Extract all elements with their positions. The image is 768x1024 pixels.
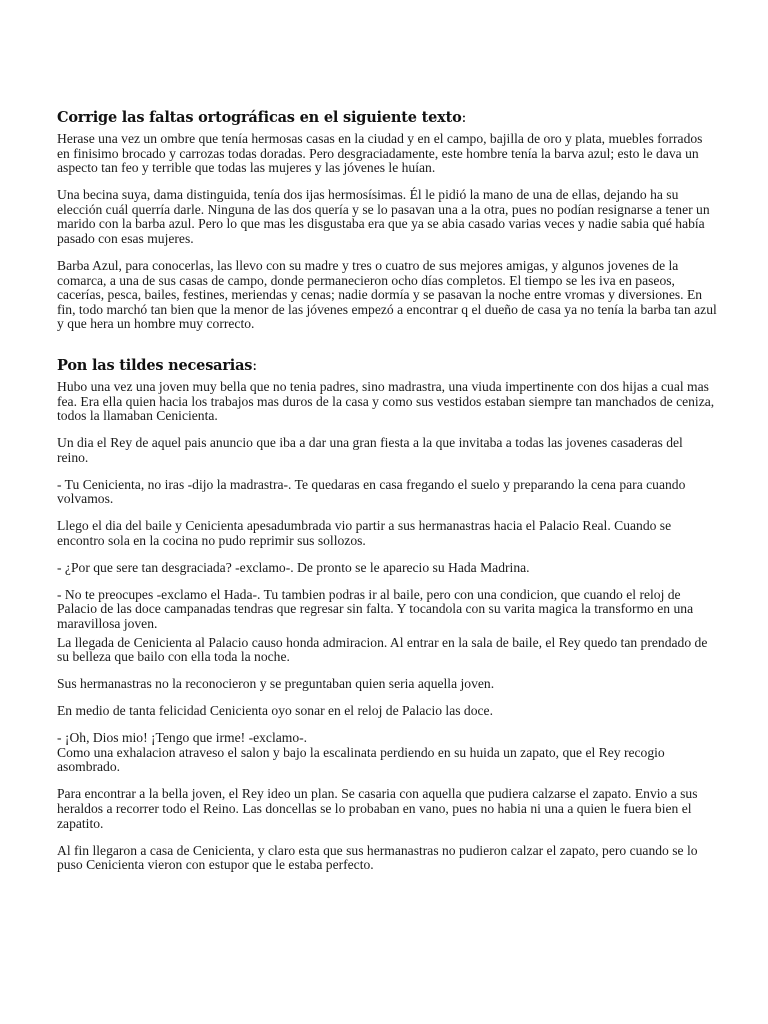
paragraph: Llego el dia del baile y Cenicienta apesadumbrada vio partir a sus hermanastras hacia el Palacio Real. Cuando se encontro sola en la cocina no pudo reprimir sus sollozos.	[57, 518, 672, 548]
heading-colon: :	[461, 110, 467, 126]
paragraph: Una becina suya, dama distinguida, tenía dos ijas hermosísimas. Él le pidió la mano de una de ellas, dejando ha su elección cuál querría darle. Ninguna de las dos quería y se lo pasavan una a la otra, pues no podían resignarse a tener un marido con la barba azul. Pero lo que mas les disgustaba era que ya se abia casado varias veces y nadie sabia qué había pasado con esas mujeres.	[57, 187, 710, 246]
paragraph: Barba Azul, para conocerlas, las llevo con su madre y tres o cuatro de sus mejores amigas, y algunos jovenes de la comarca, a una de sus casas de campo, donde permanecieron ocho días completos. El tiempo se les iva en paseos, cacerías, pesca, bailes, festines, meriendas y cenas; nadie dormía y se pasavan la noche entre vromas y diversiones. En fin, todo marchó tan bien que la menor de las jóvenes empezó a encontrar q el dueño de casa ya no tenía la barba tan azul y que hera un hombre muy correcto.	[57, 257, 717, 332]
paragraph: Hubo una vez una joven muy bella que no tenia padres, sino madrastra, una viuda impertinente con dos hijas a cual mas fea. Era ella quien hacia los trabajos mas duros de la casa y como sus vestidos estaban siempre tan manchados de ceniza, todos la llamaban Cenicienta.	[57, 379, 715, 424]
paragraph: Un dia el Rey de aquel pais anuncio que iba a dar una gran fiesta a la que invitaba a todas las jovenes casaderas del reino.	[57, 435, 683, 465]
heading-text: Corrige las faltas ortográficas en el siguiente texto	[57, 109, 462, 126]
paragraph: En medio de tanta felicidad Cenicienta oyo sonar en el reloj de Palacio las doce.	[57, 703, 493, 719]
heading-colon: :	[252, 358, 257, 374]
paragraph: Sus hermanastras no la reconocieron y se preguntaban quien seria aquella joven.	[57, 676, 495, 692]
paragraph: - ¿Por que sere tan desgraciada? -exclamo-. De pronto se le aparecio su Hada Madrina.	[57, 559, 530, 575]
accent-exercise-heading	[57, 356, 717, 376]
paragraph: Como una exhalacion atraveso el salon y bajo la escalinata perdiendo en su huida un zapato, que el Rey recogio asombrado.	[57, 744, 665, 775]
heading-text: Pon las tildes necesarias	[57, 357, 253, 374]
spelling-exercise-section	[57, 108, 717, 344]
paragraph: - Tu Cenicienta, no iras -dijo la madrastra-. Te quedaras en casa fregando el suelo y preparando la cena para cuando volvamos.	[57, 476, 686, 507]
paragraph: La llegada de Cenicienta al Palacio causo honda admiracion. Al entrar en la sala de baile, el Rey quedo tan prendado de su belleza que bailo con ella toda la noche.	[57, 634, 708, 665]
accent-exercise-section	[57, 356, 717, 885]
paragraph: - ¡Oh, Dios mio! ¡Tengo que irme! -exclamo-.	[57, 730, 308, 746]
paragraph: Para encontrar a la bella joven, el Rey ideo un plan. Se casaria con aquella que pudiera calzarse el zapato. Envio a sus heraldos a recorrer todo el Reino. Las doncellas se lo probaban en vano, pues no habia ni una a quien le fuera bien el zapatito.	[57, 786, 698, 831]
paragraph: Al fin llegaron a casa de Cenicienta, y claro esta que sus hermanastras no pudieron calzar el zapato, pero cuando se lo puso Cenicienta vieron con estupor que le estaba perfecto.	[57, 842, 698, 873]
spelling-exercise-heading	[57, 108, 717, 128]
paragraph: - No te preocupes -exclamo el Hada-. Tu tambien podras ir al baile, pero con una condicion, que cuando el reloj de Palacio de las doce campanadas tendras que regresar sin falta. Y tocandola con su varita magica la transformo en una maravillosa joven.	[57, 586, 694, 632]
paragraph: Herase una vez un ombre que tenía hermosas casas en la ciudad y en el campo, bajilla de oro y plata, muebles forrados en finisimo brocado y carrozas todas doradas. Pero desgraciadamente, este hombre tenía la barva azul; esto le dava un aspecto tan feo y terrible que todas las mujeres y las jóvenes le huían.	[57, 131, 703, 176]
